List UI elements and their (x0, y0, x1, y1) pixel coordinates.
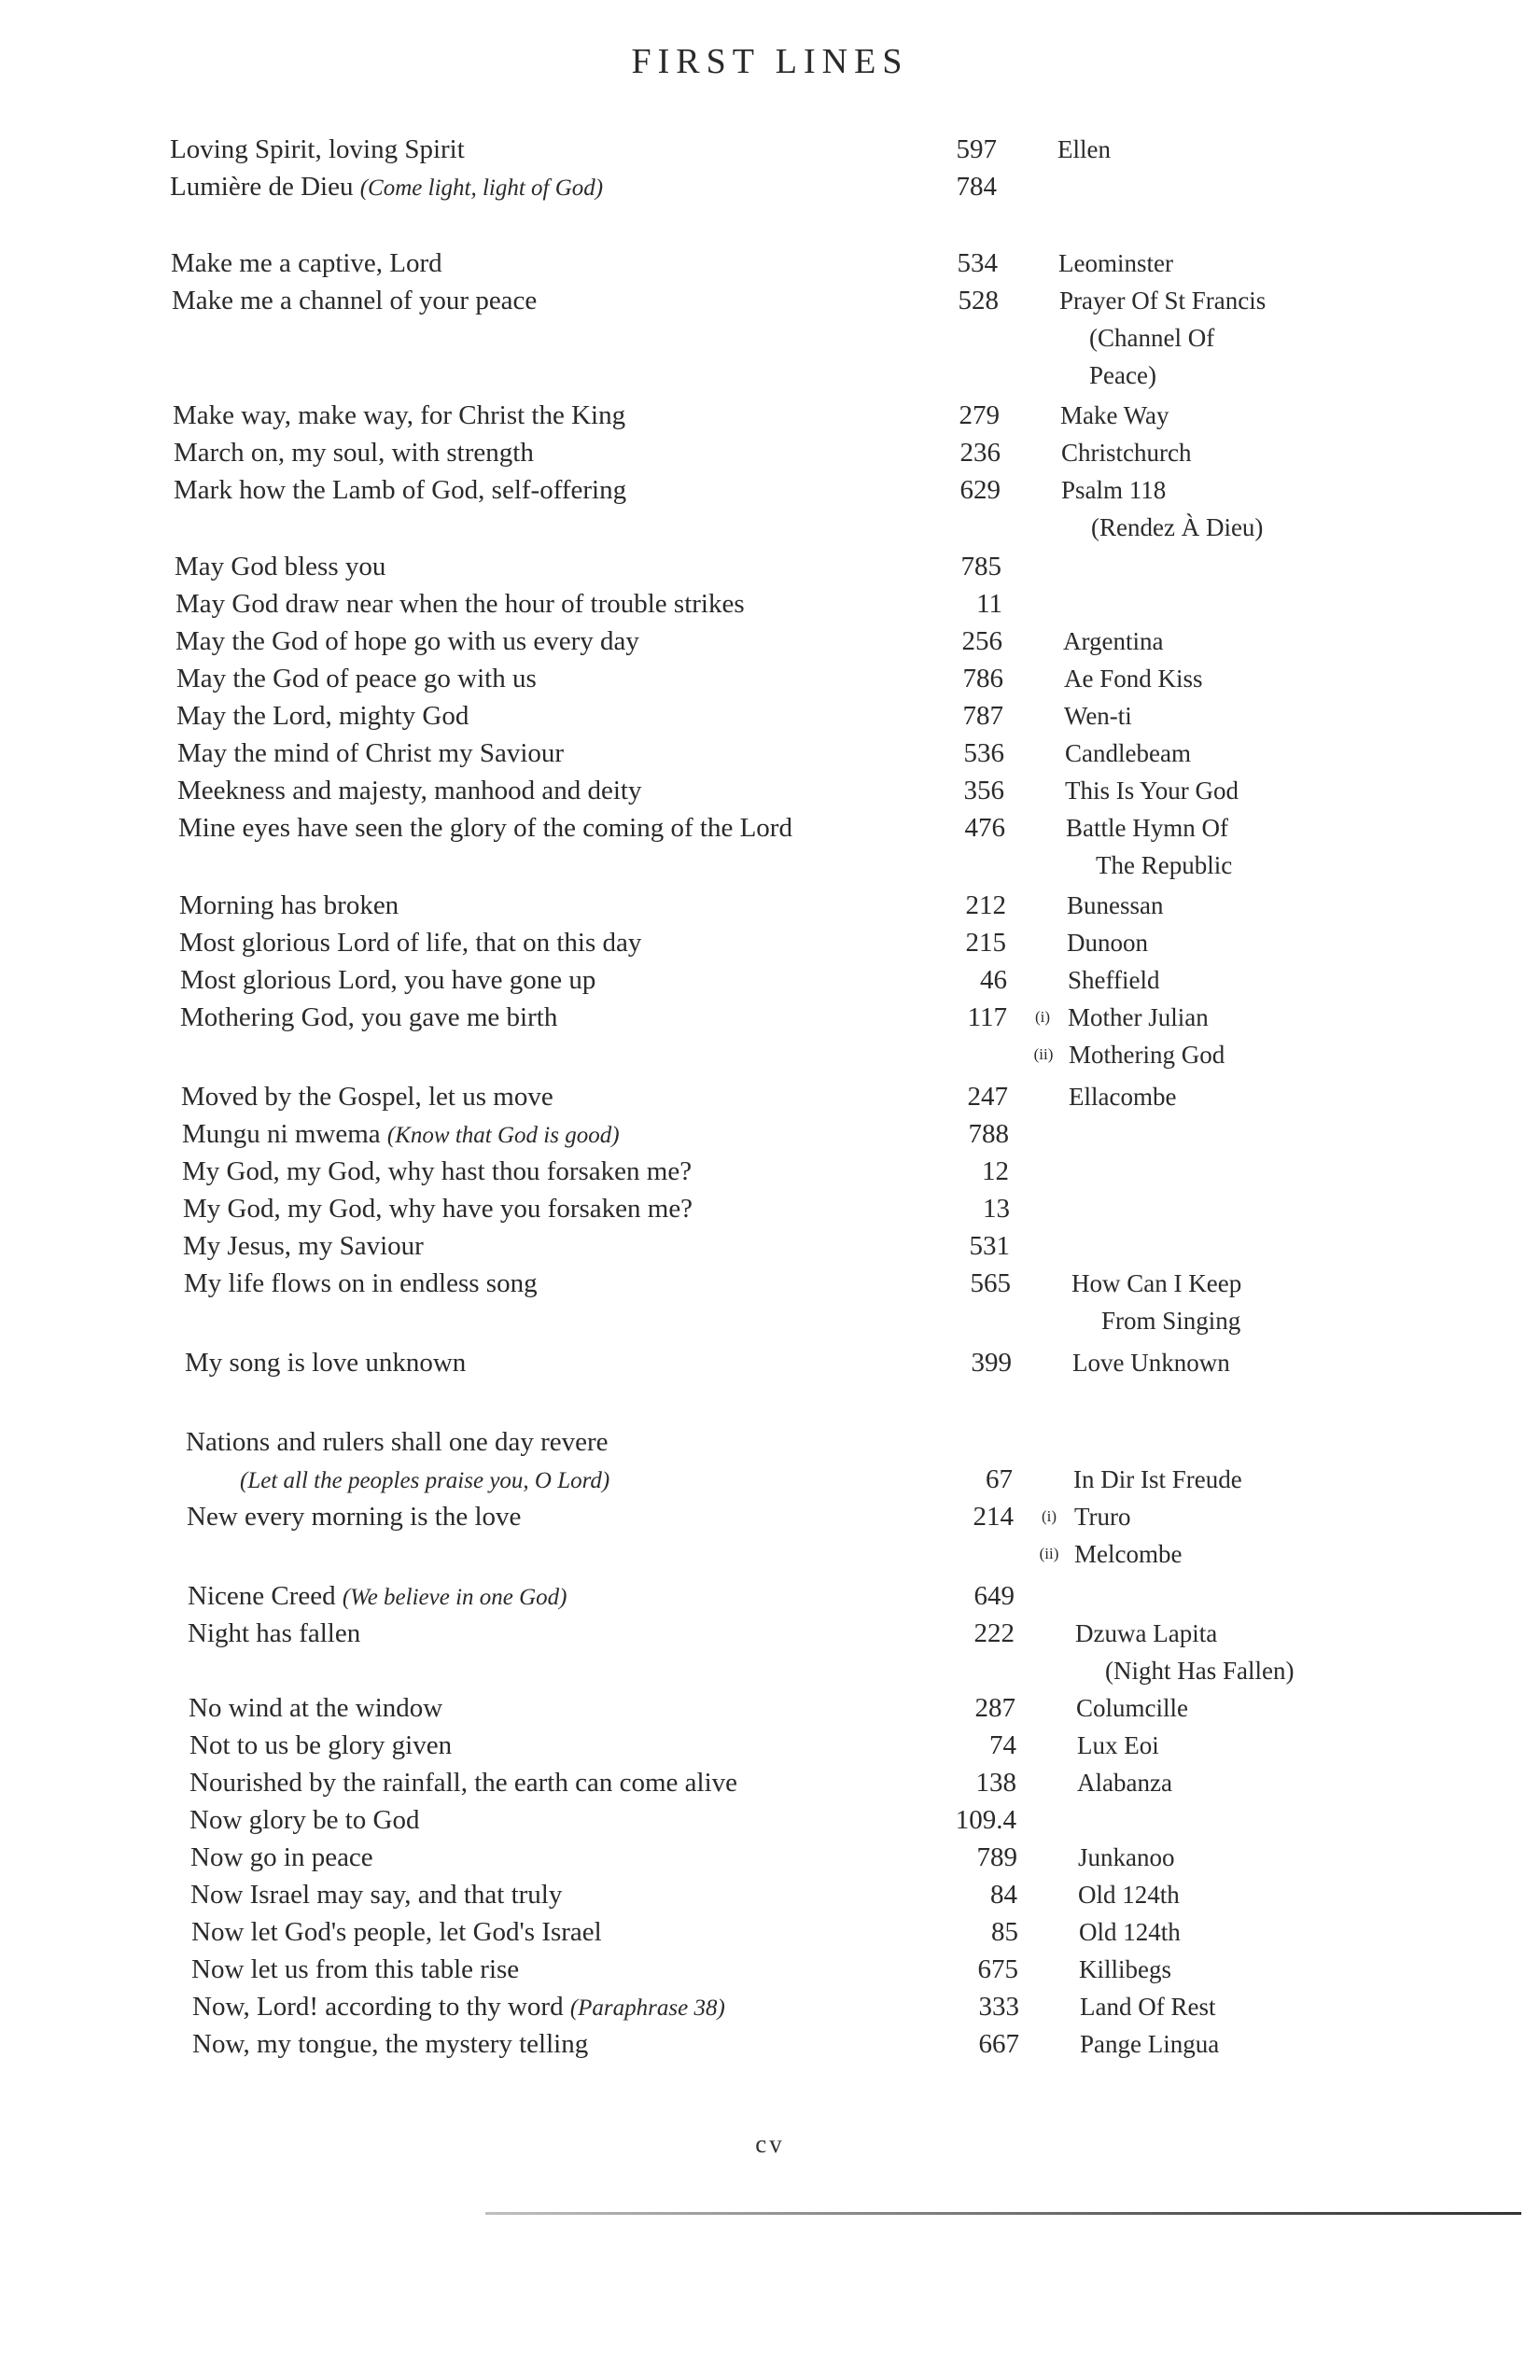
first-line (182, 1115, 620, 1155)
first-line-text: Now, Lord! according to thy word (192, 1992, 564, 2022)
first-line (192, 2025, 588, 2063)
tune-name: Christchurch (1061, 439, 1192, 467)
index-entry (0, 1153, 1540, 1190)
tune-name: Wen-ti (1064, 702, 1132, 730)
first-line-text: May the mind of Christ my Saviour (177, 738, 565, 768)
tune-name: Land Of Rest (1080, 1993, 1216, 2021)
tune-name: Candlebeam (1065, 739, 1191, 767)
index-entry (0, 1498, 1540, 1535)
tune-name: Battle Hymn Of (1066, 814, 1228, 842)
first-line-text: Now glory be to God (189, 1805, 420, 1835)
first-line-text: Mark how the Lamb of God, self-offering (174, 475, 627, 505)
tune-variant: (ii) (1033, 1045, 1054, 1063)
tune-name: In Dir Ist Freude (1073, 1465, 1242, 1493)
hymn-number: 399 (971, 1348, 1012, 1378)
hymn-number: 109.4 (955, 1805, 1016, 1835)
hymn-number: 675 (977, 1954, 1018, 1984)
tune-name: Make Way (1060, 401, 1169, 429)
first-line (190, 1839, 373, 1876)
tune-name: Pange Lingua (1080, 2030, 1220, 2058)
first-line (177, 772, 641, 809)
first-line (189, 1689, 442, 1727)
hymn-number: 667 (978, 2029, 1019, 2059)
index-entry (0, 1461, 1540, 1498)
index-entry (0, 1913, 1540, 1951)
first-line-text: May the Lord, mighty God (176, 701, 469, 731)
hymn-number: 534 (957, 248, 998, 278)
first-line-text: Moved by the Gospel, let us move (181, 1082, 553, 1112)
first-line (183, 1190, 693, 1227)
index-entry (0, 1689, 1540, 1727)
first-line (191, 1913, 602, 1951)
first-line-text: My God, my God, why have you forsaken me? (183, 1194, 693, 1224)
hymn-number: 67 (986, 1464, 1013, 1494)
first-line-text: Now go in peace (190, 1842, 373, 1872)
first-line (175, 548, 385, 585)
index-entry (0, 809, 1540, 879)
first-line (180, 999, 557, 1036)
first-line-note: (Know that God is good) (386, 1123, 620, 1148)
index-entry (0, 2025, 1540, 2063)
tune-name: Ellacombe (1069, 1083, 1177, 1111)
first-line-note: (We believe in one God) (342, 1585, 567, 1610)
hymn-number: 84 (990, 1880, 1017, 1910)
first-line-text: Now let God's people, let God's Israel (191, 1917, 602, 1947)
first-line (189, 1727, 452, 1764)
first-line (177, 735, 564, 772)
tune-name: Old 124th (1078, 1881, 1180, 1909)
hymn-number: 222 (973, 1618, 1015, 1648)
first-line-text: Morning has broken (179, 890, 399, 920)
hymn-number: 13 (983, 1194, 1010, 1224)
tune-name: Prayer Of St Francis (1059, 287, 1267, 315)
first-line (181, 1078, 553, 1115)
first-line (185, 1344, 466, 1381)
hymn-number: 789 (976, 1842, 1017, 1872)
index-entry (0, 1876, 1540, 1913)
tune-name: Mothering God (1069, 1041, 1225, 1069)
hymn-number: 287 (974, 1693, 1015, 1723)
tune-name-continued: (Channel Of (1089, 324, 1215, 352)
first-line (180, 961, 595, 999)
first-line-text: My song is love unknown (185, 1348, 467, 1378)
index-entry (0, 1265, 1540, 1335)
tune-name-continued: Peace) (1089, 361, 1156, 389)
first-line-text: March on, my soul, with strength (174, 438, 534, 468)
index-entry (0, 623, 1540, 660)
first-line-text: Meekness and majesty, manhood and deity (177, 776, 642, 805)
first-line-note: (Come light, light of God) (359, 175, 604, 201)
index-entry (0, 924, 1540, 961)
first-line-text: Not to us be glory given (189, 1730, 453, 1760)
first-line (170, 131, 465, 168)
tune-variant: (ii) (1039, 1545, 1059, 1562)
tune-name: Ellen (1057, 135, 1111, 163)
first-line-text: My life flows on in endless song (184, 1268, 538, 1298)
tune-name: Columcille (1076, 1694, 1188, 1722)
tune-name: Dzuwa Lapita (1075, 1619, 1218, 1647)
hymn-number: 597 (956, 134, 997, 164)
hymn-number: 531 (969, 1231, 1010, 1261)
index-entry (0, 999, 1540, 1036)
index-entry (0, 1764, 1540, 1801)
index-entry (0, 1988, 1540, 2025)
index-entry (0, 397, 1540, 434)
tune-name-continued: (Night Has Fallen) (1105, 1657, 1295, 1685)
hymn-number: 649 (973, 1581, 1015, 1611)
index-entry (0, 1344, 1540, 1381)
hymn-number: 528 (958, 286, 999, 315)
first-line-note: (Let all the peoples praise you, O Lord) (240, 1468, 610, 1493)
index-entry (0, 1227, 1540, 1265)
tune-variant: (i) (1034, 1008, 1051, 1026)
first-line-text: May the God of hope go with us every day (175, 626, 639, 656)
index-entry (0, 887, 1540, 924)
first-line (178, 809, 792, 847)
first-line-text: Now Israel may say, and that truly (190, 1880, 563, 1910)
first-line-text: May God bless you (175, 552, 386, 581)
first-line-text: Nicene Creed (188, 1581, 336, 1611)
hymn-number: 256 (961, 626, 1002, 656)
tune-name: Junkanoo (1078, 1843, 1175, 1871)
first-line-text: Loving Spirit, loving Spirit (170, 134, 465, 164)
tune-name: Sheffield (1068, 966, 1160, 994)
index-entry (0, 1078, 1540, 1115)
hymn-number: 786 (962, 664, 1003, 693)
tune-name: Psalm 118 (1061, 476, 1167, 504)
tune-name: This Is Your God (1065, 777, 1239, 805)
index-entry (0, 1115, 1540, 1153)
hymn-number: 117 (967, 1002, 1007, 1032)
first-line (188, 1615, 360, 1652)
index-entry (0, 1535, 1540, 1573)
hymn-number: 11 (976, 589, 1002, 619)
first-line (191, 1951, 519, 1988)
first-line-text: May God draw near when the hour of trouble strikes (175, 589, 745, 619)
index-entry (0, 1839, 1540, 1876)
index-entry (0, 961, 1540, 999)
index-entry (0, 735, 1540, 772)
first-line (187, 1498, 521, 1535)
tune-name: Bunessan (1067, 891, 1164, 919)
index-entry (0, 245, 1540, 282)
tune-name: Lux Eoi (1077, 1731, 1159, 1759)
index-entry (0, 1423, 1540, 1461)
index-entry (0, 434, 1540, 471)
tune-name: Alabanza (1077, 1769, 1172, 1797)
tune-name: Truro (1074, 1503, 1131, 1531)
first-line-text: Mothering God, you gave me birth (180, 1002, 558, 1032)
hymn-number: 333 (978, 1992, 1019, 2022)
index-entry (0, 697, 1540, 735)
tune-name: How Can I Keep (1071, 1269, 1242, 1297)
first-line-text: Mine eyes have seen the glory of the coming of the Lord (178, 813, 792, 843)
first-line-text: Now let us from this table rise (191, 1954, 520, 1984)
first-line (179, 887, 399, 924)
hymn-number: 236 (959, 438, 1001, 468)
tune-name: Melcombe (1074, 1540, 1183, 1568)
tune-name: Ae Fond Kiss (1064, 665, 1203, 693)
first-line (174, 434, 534, 471)
hymn-number: 536 (963, 738, 1004, 768)
first-line (190, 1876, 562, 1913)
hymn-number: 85 (991, 1917, 1018, 1947)
hymn-number: 74 (989, 1730, 1016, 1760)
hymn-number: 214 (973, 1502, 1014, 1532)
first-line (192, 1988, 725, 2027)
hymn-number: 784 (956, 172, 997, 202)
first-line (182, 1153, 692, 1190)
first-line (170, 168, 603, 207)
first-line (173, 397, 625, 434)
hymn-number: 46 (980, 965, 1007, 995)
index-entry (0, 131, 1540, 168)
first-line (172, 282, 537, 319)
hymn-number: 247 (967, 1082, 1008, 1112)
index-entry (0, 1801, 1540, 1839)
hymn-number: 476 (964, 813, 1005, 843)
first-line-text: Make me a captive, Lord (171, 248, 442, 278)
tune-variant: (i) (1041, 1507, 1057, 1525)
index-entry (0, 1190, 1540, 1227)
tune-name: Mother Julian (1068, 1003, 1209, 1031)
first-line (174, 471, 626, 509)
tune-name: Old 124th (1079, 1918, 1181, 1946)
hymn-number: 788 (968, 1119, 1009, 1149)
tune-name-continued: (Rendez À Dieu) (1091, 513, 1264, 541)
index-entry (0, 1036, 1540, 1073)
first-line-text: Make way, make way, for Christ the King (173, 400, 626, 430)
index-entry (0, 585, 1540, 623)
first-line (176, 660, 537, 697)
hymn-number: 785 (960, 552, 1001, 581)
first-line (183, 1227, 424, 1265)
index-entry (0, 471, 1540, 541)
index-entry (0, 1951, 1540, 1988)
first-line-text: Nourished by the rainfall, the earth can come alive (189, 1768, 738, 1798)
first-line-text: My God, my God, why hast thou forsaken me? (182, 1156, 693, 1186)
tune-name: Killibegs (1079, 1955, 1171, 1983)
index-entry (0, 282, 1540, 389)
index-entry (0, 660, 1540, 697)
index-entry (0, 168, 1540, 205)
hymn-number: 215 (965, 928, 1006, 958)
first-line-text: Most glorious Lord of life, that on this day (179, 928, 642, 958)
hymn-number: 629 (959, 475, 1001, 505)
first-line (189, 1801, 419, 1839)
hymn-number: 12 (982, 1156, 1009, 1186)
first-line (171, 245, 442, 282)
first-line (186, 1423, 609, 1461)
index-entry (0, 1577, 1540, 1615)
tune-name-continued: The Republic (1096, 851, 1233, 879)
index-entry (0, 772, 1540, 809)
first-line-text: Make me a channel of your peace (172, 286, 538, 315)
first-line (179, 924, 641, 961)
page-title: FIRST LINES (631, 42, 909, 81)
hymn-number: 138 (975, 1768, 1016, 1798)
hymn-number: 279 (959, 400, 1000, 430)
hymn-number: 356 (963, 776, 1004, 805)
tune-name: Love Unknown (1072, 1349, 1230, 1377)
first-line (184, 1265, 538, 1302)
first-line-text: New every morning is the love (187, 1502, 522, 1532)
first-line-text: Now, my tongue, the mystery telling (192, 2029, 589, 2059)
first-line-text: My Jesus, my Saviour (183, 1231, 424, 1261)
first-line (175, 623, 639, 660)
tune-name: Leominster (1058, 249, 1173, 277)
tune-name: Dunoon (1067, 929, 1148, 957)
bottom-rule (485, 2212, 1521, 2215)
tune-name: Argentina (1063, 627, 1164, 655)
page-number: cv (755, 2130, 785, 2158)
index-entry (0, 548, 1540, 585)
first-line (176, 697, 469, 735)
first-line-text: May the God of peace go with us (176, 664, 537, 693)
first-line (240, 1461, 609, 1500)
first-line (188, 1577, 567, 1617)
hymn-number: 565 (970, 1268, 1011, 1298)
index-entry (0, 1615, 1540, 1685)
first-line-text: Mungu ni mwema (182, 1119, 381, 1149)
first-line-text: No wind at the window (189, 1693, 443, 1723)
first-line-text: Night has fallen (188, 1618, 361, 1648)
hymn-number: 212 (965, 890, 1006, 920)
first-line-text: Lumière de Dieu (170, 172, 354, 202)
first-line-note: (Paraphrase 38) (569, 1995, 725, 2021)
first-line-text: Nations and rulers shall one day revere (186, 1427, 609, 1457)
tune-name-continued: From Singing (1101, 1307, 1241, 1335)
hymn-number: 787 (962, 701, 1003, 731)
index-entry (0, 1727, 1540, 1764)
first-line (175, 585, 745, 623)
first-line-text: Most glorious Lord, you have gone up (180, 965, 596, 995)
first-line (189, 1764, 737, 1801)
